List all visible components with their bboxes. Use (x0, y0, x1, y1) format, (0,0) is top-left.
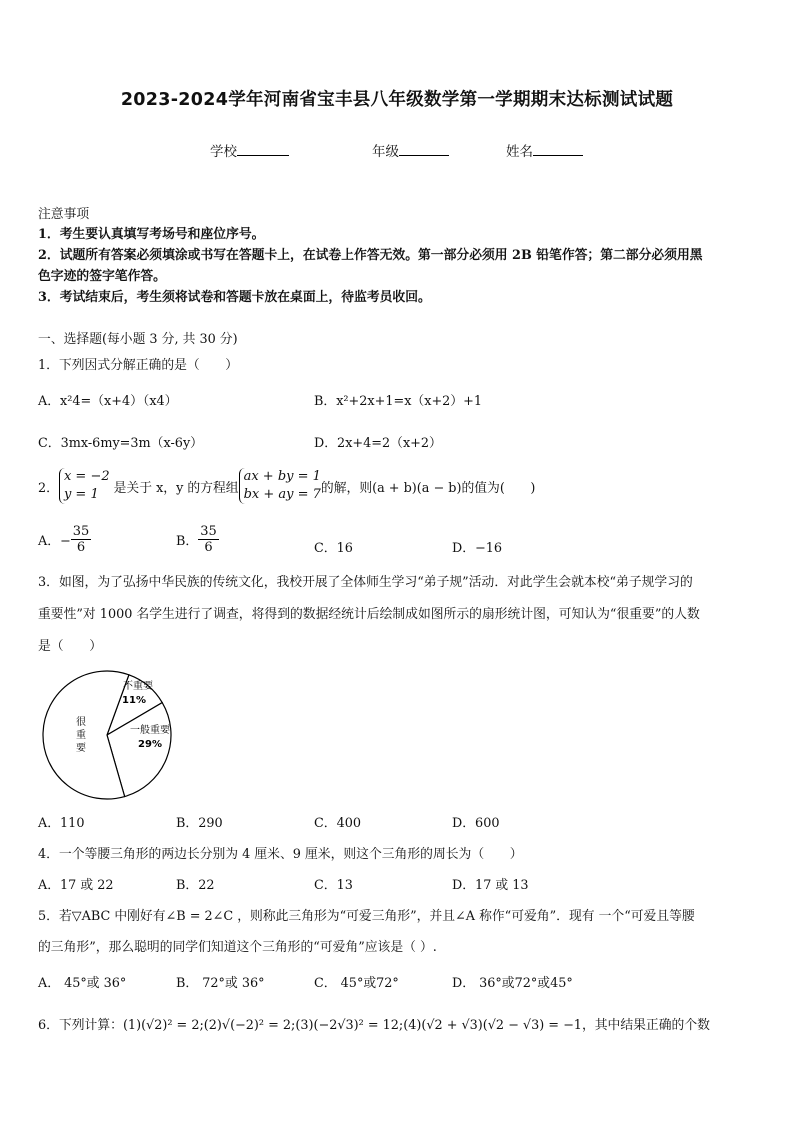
notice-item-2-cont: 色字迹的签字笔作答。 (38, 269, 166, 284)
q3-line-2: 重要性”对 1000 名学生进行了调查，将得到的数据经统计后绘制成如图所示的扇形统计图，可知认为“很重要”的人数 (38, 607, 700, 622)
name-label: 姓名 (506, 144, 533, 160)
q2-option-a-label: A．− (38, 534, 71, 549)
q3-option-d: D．600 (452, 816, 500, 831)
q2-stem (38, 468, 535, 504)
q2-option-b-numerator: 35 (200, 524, 217, 539)
slice-label-general: 一般重要 (130, 725, 170, 736)
q3-option-a: A．110 (38, 816, 85, 831)
slice-label-not-important: 不重要 (123, 681, 153, 692)
q4-option-b: B．22 (176, 878, 215, 893)
exam-title: 2023-2024学年河南省宝丰县八年级数学第一学期期末达标测试试题 (120, 90, 674, 110)
q6-prefix: 6．下列计算： (38, 1018, 123, 1033)
school-blank (237, 143, 289, 156)
q6-stem (38, 1014, 710, 1033)
q1-option-c: C．3mx-6my=3m（x-6y） (38, 436, 203, 451)
q2-solution-system (59, 468, 110, 504)
q3-option-b: B．290 (176, 816, 223, 831)
q5-line-2: 的三角形”，那么聪明的同学们知道这个三角形的“可爱角”应该是（ ）. (38, 940, 437, 955)
q2-mid: 是关于 x，y 的方程组 (113, 480, 239, 496)
q2-option-b-fraction (198, 524, 219, 555)
q2-solution-line-1: x = −2 (63, 469, 110, 484)
q6-suffix: ，其中结果正确的个数 (581, 1018, 710, 1033)
q5-option-c: C． 45°或72° (314, 976, 399, 991)
q5-option-b: B． 72°或 36° (176, 976, 265, 991)
q1-stem: 1．下列因式分解正确的是（ ） (38, 358, 239, 373)
slice-label-very-important-2: 重 (76, 730, 86, 741)
school-label: 学校 (210, 144, 237, 160)
q2-equation-system (239, 468, 321, 504)
q3-line-1: 3．如图，为了弘扬中华民族的传统文化，我校开展了全体师生学习“弟子规”活动．对此学生会就本校“弟子规学习的 (38, 575, 693, 590)
q2-equation-line-1: ax + by = 1 (243, 469, 321, 484)
q6-expression: (1)(√2)² = 2;(2)√(−2)² = 2;(3)(−2√3)² = 12;(4)(√2 + √3)(√2 − √3) = −1 (122, 1018, 582, 1033)
notice-heading: 注意事项 (38, 207, 90, 222)
q2-option-b (176, 524, 219, 555)
slice-label-very-important-1: 很 (76, 717, 86, 728)
q2-option-a-numerator: 35 (72, 524, 90, 539)
q1-option-a: A．x²4=（x+4）（x4） (38, 394, 178, 409)
q2-option-a-fraction (71, 524, 92, 555)
q2-solution-line-2: y = 1 (63, 487, 99, 502)
name-blank (533, 143, 583, 156)
q2-option-b-denominator: 6 (204, 540, 213, 555)
grade-field (372, 140, 449, 160)
q2-option-a-denominator: 6 (76, 540, 86, 555)
q5-line-1: 5．若▽ABC 中刚好有∠B = 2∠C ，则称此三角形为“可爱三角形”，并且∠A 称作“可爱角”．现有 一个“可爱且等腰 (38, 909, 695, 924)
q2-prefix: 2． (38, 480, 59, 496)
name-field (506, 140, 583, 160)
q4-option-a: A．17 或 22 (38, 878, 114, 893)
q2-option-c: C．16 (314, 541, 353, 556)
q3-line-3: 是（ ） (38, 639, 102, 654)
q5-option-a: A． 45°或 36° (38, 976, 127, 991)
pie-chart (38, 665, 188, 805)
q5-option-d: D． 36°或72°或45° (452, 976, 573, 991)
slice-label-very-important-3: 要 (76, 743, 86, 754)
q2-option-b-label: B． (176, 534, 199, 549)
grade-blank (399, 143, 449, 156)
q2-option-a (38, 524, 91, 555)
notice-item-2: 2．试题所有答案必须填涂或书写在答题卡上，在试卷上作答无效。第一部分必须用 2B 铅笔作答；第二部分必须用黑 (38, 248, 703, 263)
slice-value-general: 29% (138, 739, 162, 750)
grade-label: 年级 (372, 144, 399, 160)
q1-option-b: B．x²+2x+1=x（x+2）+1 (314, 394, 482, 409)
q4-stem: 4．一个等腰三角形的两边长分别为 4 厘米、9 厘米，则这个三角形的周长为（ ） (38, 847, 523, 862)
q3-option-c: C．400 (314, 816, 362, 831)
notice-item-3: 3．考试结束后，考生须将试卷和答题卡放在桌面上，待监考员收回。 (38, 290, 431, 305)
section-heading: 一、选择题(每小题 3 分, 共 30 分) (38, 332, 238, 347)
q4-option-c: C．13 (314, 878, 353, 893)
school-field (210, 140, 289, 160)
q2-equation-line-2: bx + ay = 7 (243, 487, 321, 502)
q2-suffix: 的解，则(a + b)(a − b)的值为( ) (320, 480, 536, 496)
q1-option-d: D．2x+4=2（x+2） (314, 436, 442, 451)
slice-value-not-important: 11% (122, 695, 146, 706)
q2-option-d: D．−16 (452, 541, 503, 556)
notice-item-1: 1．考生要认真填写考场号和座位序号。 (38, 227, 265, 242)
q4-option-d: D．17 或 13 (452, 878, 529, 893)
